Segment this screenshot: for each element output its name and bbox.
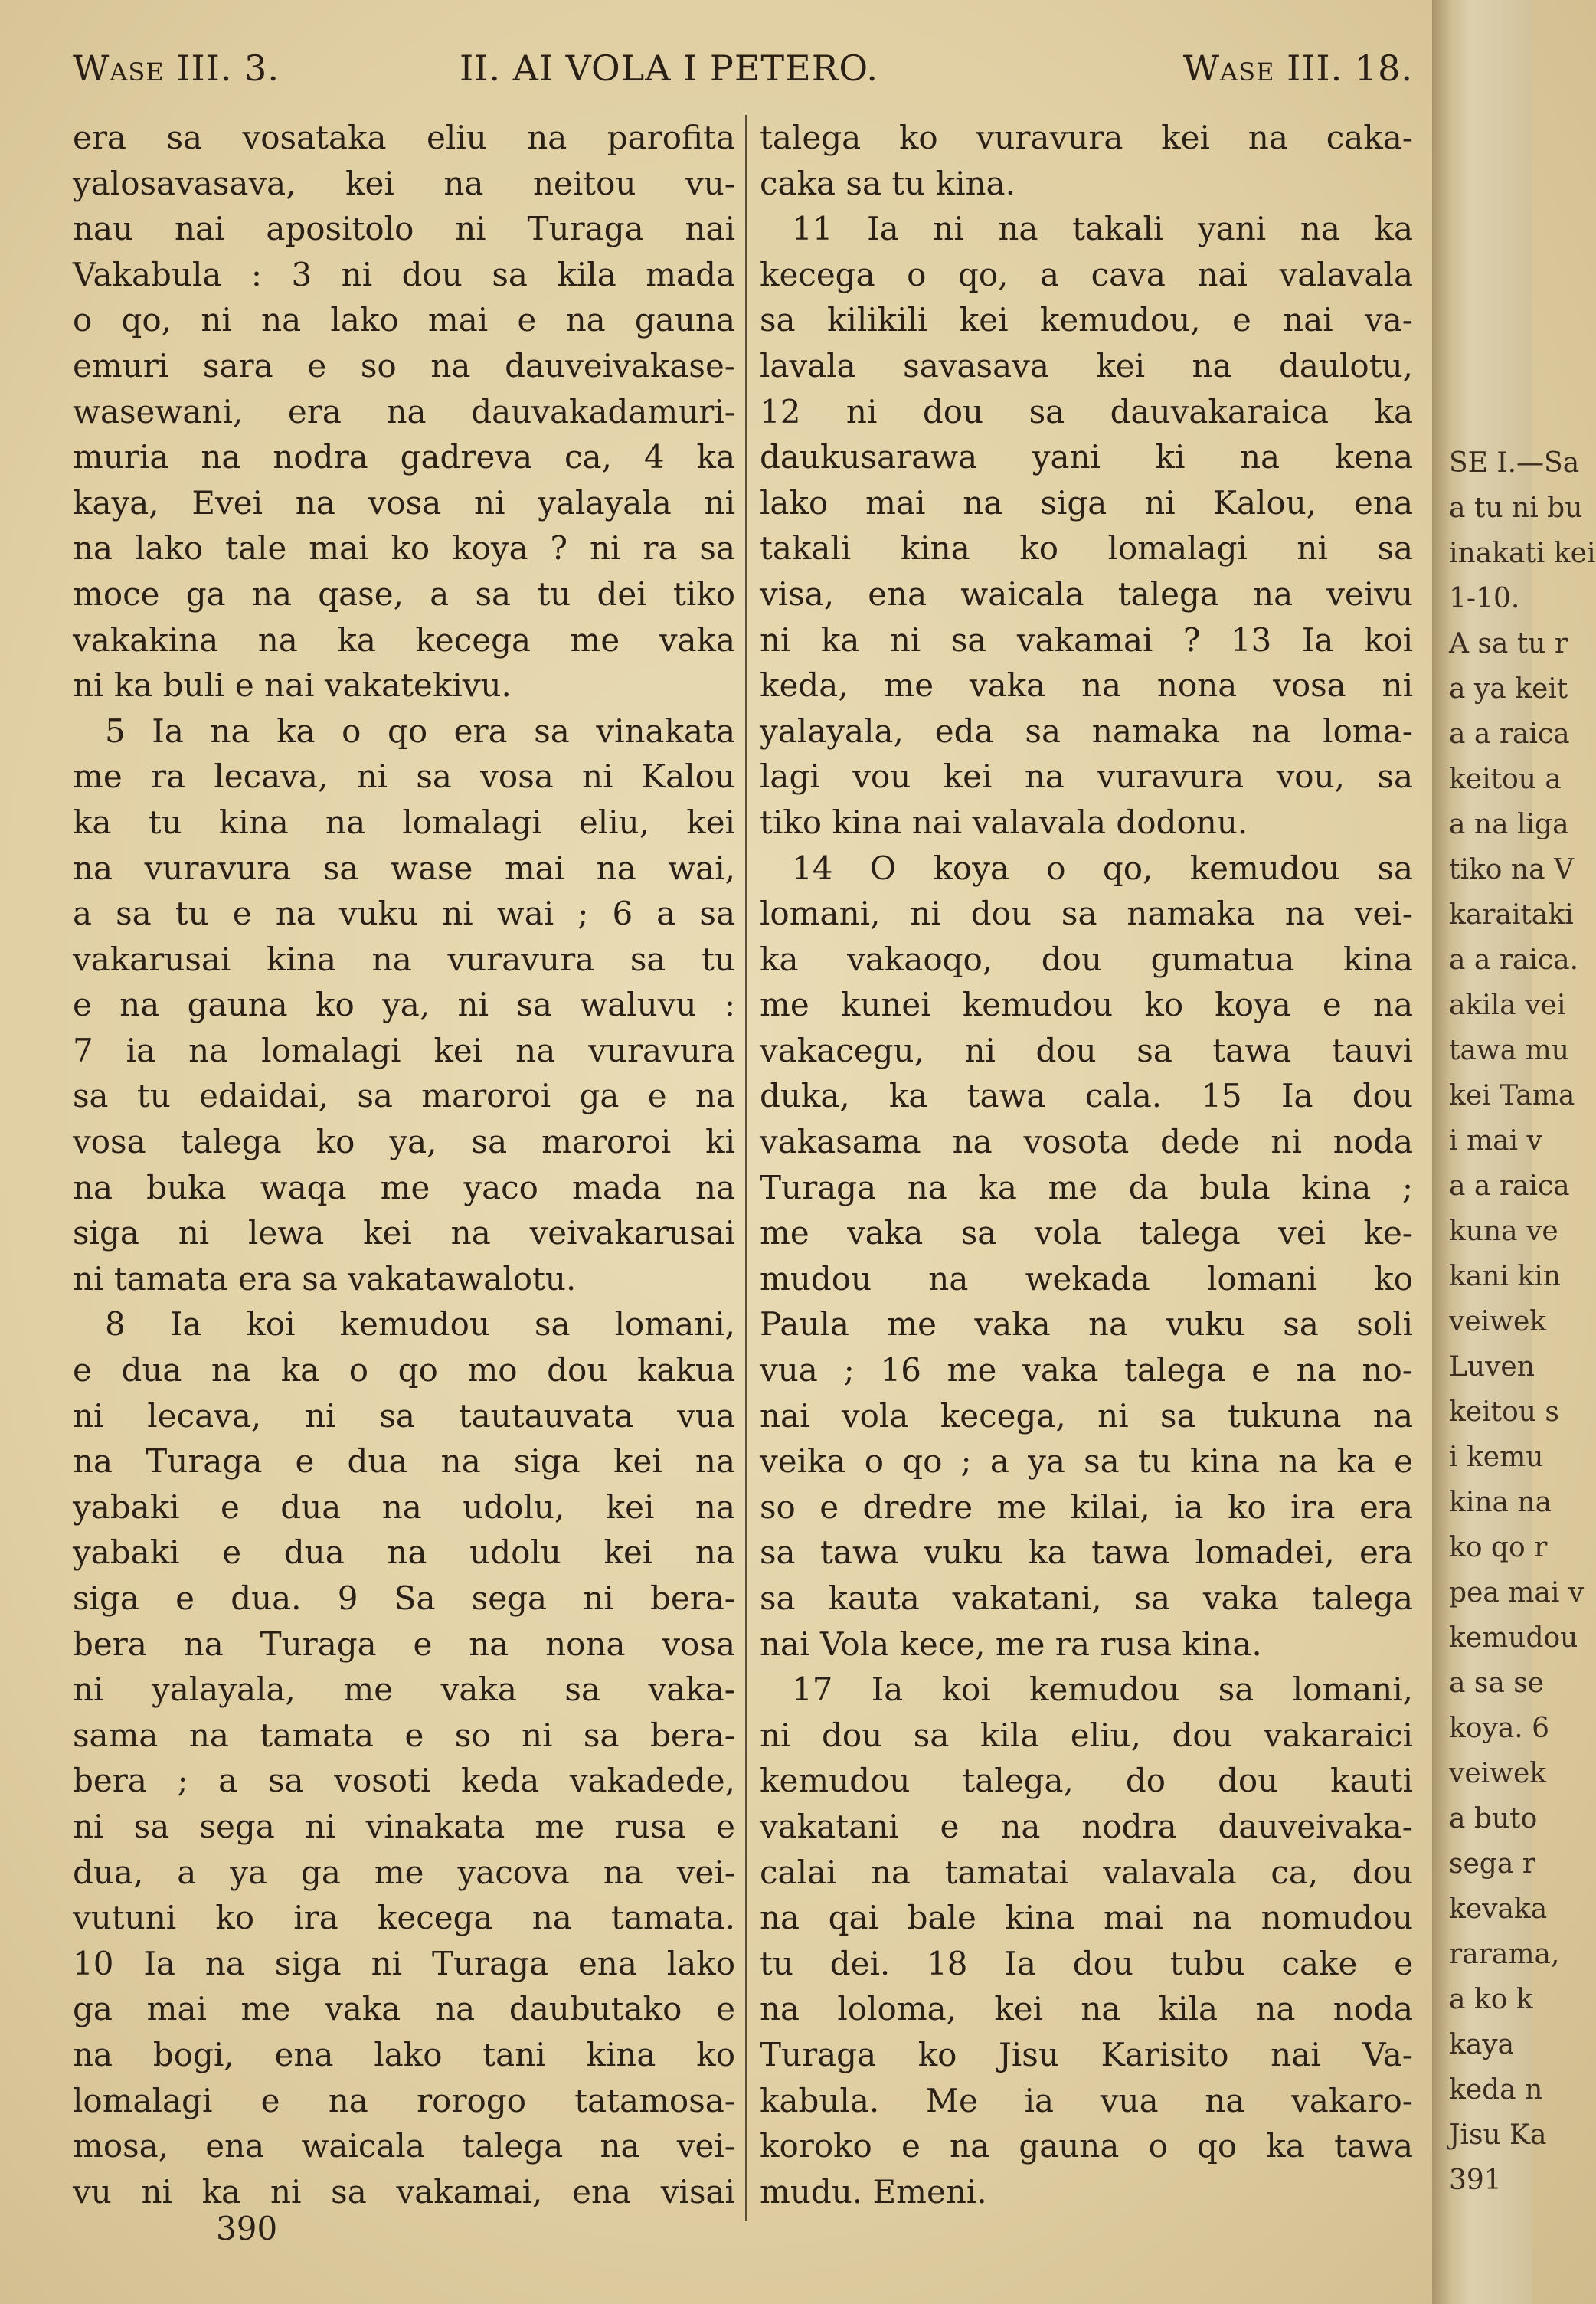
right-text-column <box>760 115 1413 2214</box>
header-book-title: II. AI VOLA I PETERO. <box>460 47 878 89</box>
running-header <box>73 47 1413 101</box>
text-line: na vuravura sa wase mai na wai, <box>73 849 735 887</box>
header-chapter-left: Wase III. 3. <box>73 47 280 89</box>
next-page-text-fragment: kina na <box>1449 1487 1552 1518</box>
text-line: na qai bale kina mai na nomudou <box>760 1899 1413 1937</box>
text-line: moce ga na qase, a sa tu dei tiko <box>73 574 735 613</box>
next-page-text-fragment: 391 <box>1449 2165 1502 2196</box>
text-line: sama na tamata e so ni sa bera- <box>73 1716 735 1754</box>
text-line: me ra lecava, ni sa vosa ni Kalou <box>73 758 735 796</box>
text-line: nai Vola kece, me ra rusa kina. <box>760 1625 1262 1663</box>
text-line: me kunei kemudou ko koya e na <box>760 986 1413 1024</box>
next-page-text-fragment: ko qo r <box>1449 1532 1548 1563</box>
text-line: talega ko vuravura kei na caka- <box>760 119 1413 156</box>
text-line: vu ni ka ni sa vakamai, ena visai <box>73 2172 735 2211</box>
next-page-text-fragment: Luven <box>1449 1351 1535 1383</box>
text-line: me vaka sa vola talega vei ke- <box>760 1214 1413 1252</box>
next-page-text-fragment: a a raica <box>1449 718 1570 750</box>
text-line: kemudou talega, do dou kauti <box>760 1762 1413 1800</box>
text-line: 14 O koya o qo, kemudou sa <box>792 849 1413 887</box>
text-line: veika o qo ; a ya sa tu kina na ka e <box>760 1442 1413 1481</box>
next-page-text-fragment: a a raica <box>1449 1170 1570 1202</box>
next-page-text-fragment: keda n <box>1449 2074 1543 2106</box>
next-page-text-fragment: pea mai v <box>1449 1577 1585 1609</box>
text-line: vakasama na vosota dede ni noda <box>760 1123 1413 1161</box>
text-line: sa tu edaidai, sa maroroi ga e na <box>73 1077 735 1115</box>
next-page-text-fragment: karaitaki <box>1449 899 1574 931</box>
text-line: takali kina ko lomalagi ni sa <box>760 529 1413 568</box>
text-line: o qo, ni na lako mai e na gauna <box>73 301 735 339</box>
text-line: kecega o qo, a cava nai valavala <box>760 255 1413 293</box>
text-line: nai vola kecega, ni sa tukuna na <box>760 1396 1413 1435</box>
text-line: 8 Ia koi kemudou sa lomani, <box>105 1305 735 1343</box>
column-divider <box>745 115 747 2221</box>
text-line: dua, a ya ga me yacova na vei- <box>73 1853 735 1891</box>
next-page-text-fragment: a tu ni bu <box>1449 493 1583 524</box>
next-page-text-fragment: koya. 6 <box>1449 1713 1550 1744</box>
next-page-text-fragment: 1-10. <box>1449 583 1520 614</box>
text-line: e dua na ka o qo mo dou kakua <box>73 1351 735 1389</box>
text-line: 5 Ia na ka o qo era sa vinakata <box>105 712 735 750</box>
next-page-text-fragment: kevaka <box>1449 1893 1548 1925</box>
text-line: siga e dua. 9 Sa sega ni bera- <box>73 1579 735 1617</box>
text-line: ga mai me vaka na daubutako e <box>73 1990 735 2028</box>
text-line: vakacegu, ni dou sa tawa tauvi <box>760 1031 1413 1069</box>
text-line: ni dou sa kila eliu, dou vakaraici <box>760 1716 1413 1754</box>
next-page-text-fragment: a sa se <box>1449 1667 1545 1699</box>
text-line: Paula me vaka na vuku sa soli <box>760 1305 1413 1343</box>
next-page-text-fragment: tawa mu <box>1449 1035 1569 1066</box>
text-line: 17 Ia koi kemudou sa lomani, <box>792 1671 1413 1709</box>
text-line: era sa vosataka eliu na parofita <box>73 119 735 156</box>
next-page-text-fragment: i kemu <box>1449 1442 1544 1473</box>
text-line: na buka waqa me yaco mada na <box>73 1168 735 1206</box>
text-line: vutuni ko ira kecega na tamata. <box>73 1899 735 1937</box>
left-text-column <box>73 115 735 2214</box>
text-line: bera na Turaga e na nona vosa <box>73 1625 735 1663</box>
text-line: lomani, ni dou sa namaka na vei- <box>760 895 1413 933</box>
next-page-text-fragment: veiwek <box>1449 1306 1547 1337</box>
text-line: daukusarawa yani ki na kena <box>760 438 1413 476</box>
text-line: sa tawa vuku ka tawa lomadei, era <box>760 1533 1413 1572</box>
text-line: mudou na wekada lomani ko <box>760 1259 1413 1298</box>
text-line: Turaga ko Jisu Karisito nai Va- <box>760 2035 1413 2073</box>
text-line: koroko e na gauna o qo ka tawa <box>760 2127 1413 2165</box>
next-page-text-fragment: akila vei <box>1449 990 1566 1021</box>
text-line: yalayala, eda sa namaka na loma- <box>760 712 1413 750</box>
next-page-fragments <box>1449 440 1596 2203</box>
text-line: vosa talega ko ya, sa maroroi ki <box>73 1123 735 1161</box>
text-line: vakarusai kina na vuravura sa tu <box>73 940 735 978</box>
text-line: vakatani e na nodra dauveivaka- <box>760 1807 1413 1845</box>
text-line: duka, ka tawa cala. 15 Ia dou <box>760 1077 1413 1115</box>
text-line: so e dredre me kilai, ia ko ira era <box>760 1487 1413 1526</box>
text-line: vua ; 16 me vaka talega e na no- <box>760 1351 1413 1389</box>
text-line: na Turaga e dua na siga kei na <box>73 1442 735 1481</box>
text-line: wasewani, era na dauvakadamuri- <box>73 392 735 430</box>
text-line: ni ka buli e nai vakatekivu. <box>73 666 512 705</box>
next-page-text-fragment: a ko k <box>1449 1984 1533 2015</box>
next-page-text-fragment: a na liga <box>1449 809 1569 840</box>
text-line: visa, ena waicala talega na veivu <box>760 574 1413 613</box>
next-page-text-fragment: kaya <box>1449 2029 1515 2060</box>
next-page-text-fragment: kemudou <box>1449 1622 1578 1654</box>
text-line: na lako tale mai ko koya ? ni ra sa <box>73 529 735 568</box>
next-page-text-fragment: keitou s <box>1449 1396 1559 1428</box>
text-line: e na gauna ko ya, ni sa waluvu : <box>73 986 735 1024</box>
text-line: a sa tu e na vuku ni wai ; 6 a sa <box>73 895 735 933</box>
next-page-text-fragment: i mai v <box>1449 1125 1542 1157</box>
text-line: sa kauta vakatani, sa vaka talega <box>760 1579 1413 1617</box>
text-line: na bogi, ena lako tani kina ko <box>73 2035 735 2073</box>
text-line: 12 ni dou sa dauvakaraica ka <box>760 392 1413 430</box>
next-page-text-fragment: SE I.—Sa <box>1449 447 1580 479</box>
next-page-text-fragment: a a raica. <box>1449 944 1579 976</box>
text-line: Vakabula : 3 ni dou sa kila mada <box>73 255 735 293</box>
text-line: tiko kina nai valavala dodonu. <box>760 803 1248 841</box>
text-line: ni lecava, ni sa tautauvata vua <box>73 1396 735 1435</box>
text-line: yalosavasava, kei na neitou vu- <box>73 164 735 202</box>
text-line: mosa, ena waicala talega na vei- <box>73 2127 735 2165</box>
text-line: calai na tamatai valavala ca, dou <box>760 1853 1413 1891</box>
next-page-text-fragment: kuna ve <box>1449 1216 1558 1247</box>
text-line: lavala savasava kei na daulotu, <box>760 346 1413 385</box>
text-line: yabaki e dua na udolu kei na <box>73 1533 735 1572</box>
next-page-text-fragment: a ya keit <box>1449 673 1568 705</box>
text-line: sa kilikili kei kemudou, e nai va- <box>760 301 1413 339</box>
text-line: caka sa tu kina. <box>760 164 1015 202</box>
text-line: Turaga na ka me da bula kina ; <box>760 1168 1413 1206</box>
next-page-text-fragment: rarama, <box>1449 1939 1560 1970</box>
next-page-text-fragment: keitou a <box>1449 764 1562 795</box>
text-line: na loloma, kei na kila na noda <box>760 1990 1413 2028</box>
text-line: lako mai na siga ni Kalou, ena <box>760 483 1413 522</box>
text-line: mudu. Emeni. <box>760 2172 987 2211</box>
next-page-text-fragment: kei Tama <box>1449 1080 1575 1111</box>
text-line: siga ni lewa kei na veivakarusai <box>73 1214 735 1252</box>
text-line: 11 Ia ni na takali yani na ka <box>792 210 1413 248</box>
text-line: ni sa sega ni vinakata me rusa e <box>73 1807 735 1845</box>
text-line: bera ; a sa vosoti keda vakadede, <box>73 1762 735 1800</box>
next-page-text-fragment: tiko na V <box>1449 854 1575 885</box>
text-line: ni ka ni sa vakamai ? 13 Ia koi <box>760 620 1413 659</box>
text-line: yabaki e dua na udolu, kei na <box>73 1487 735 1526</box>
text-line: kabula. Me ia vua na vakaro- <box>760 2081 1413 2119</box>
text-line: tu dei. 18 Ia dou tubu cake e <box>760 1944 1413 1982</box>
text-line: 7 ia na lomalagi kei na vuravura <box>73 1031 735 1069</box>
next-page-text-fragment: a buto <box>1449 1803 1538 1834</box>
next-page-text-fragment: kani kin <box>1449 1261 1561 1292</box>
next-page-text-fragment: Jisu Ka <box>1449 2119 1547 2151</box>
text-line: lagi vou kei na vuravura vou, sa <box>760 758 1413 796</box>
next-page-text-fragment: A sa tu r <box>1449 628 1568 659</box>
text-line: emuri sara e so na dauveivakase- <box>73 346 735 385</box>
header-chapter-right: Wase III. 18. <box>1182 47 1413 89</box>
text-line: ka tu kina na lomalagi eliu, kei <box>73 803 735 841</box>
text-line: vakakina na ka kecega me vaka <box>73 620 735 659</box>
text-line: ni yalayala, me vaka sa vaka- <box>73 1671 735 1709</box>
text-line: keda, me vaka na nona vosa ni <box>760 666 1413 705</box>
text-line: kaya, Evei na vosa ni yalayala ni <box>73 483 735 522</box>
text-line: ni tamata era sa vakatawalotu. <box>73 1259 577 1298</box>
next-page-text-fragment: veiwek <box>1449 1758 1547 1789</box>
next-page-text-fragment: sega r <box>1449 1848 1535 1880</box>
text-line: muria na nodra gadreva ca, 4 ka <box>73 438 735 476</box>
text-line: lomalagi e na rorogo tatamosa- <box>73 2081 735 2119</box>
page-number: 390 <box>216 2210 278 2247</box>
next-page-edge <box>1432 0 1596 2304</box>
next-page-text-fragment: inakati kei <box>1449 538 1596 569</box>
text-line: ka vakaoqo, dou gumatua kina <box>760 940 1413 978</box>
text-line: 10 Ia na siga ni Turaga ena lako <box>73 1944 735 1982</box>
text-line: nau nai apositolo ni Turaga nai <box>73 210 735 248</box>
